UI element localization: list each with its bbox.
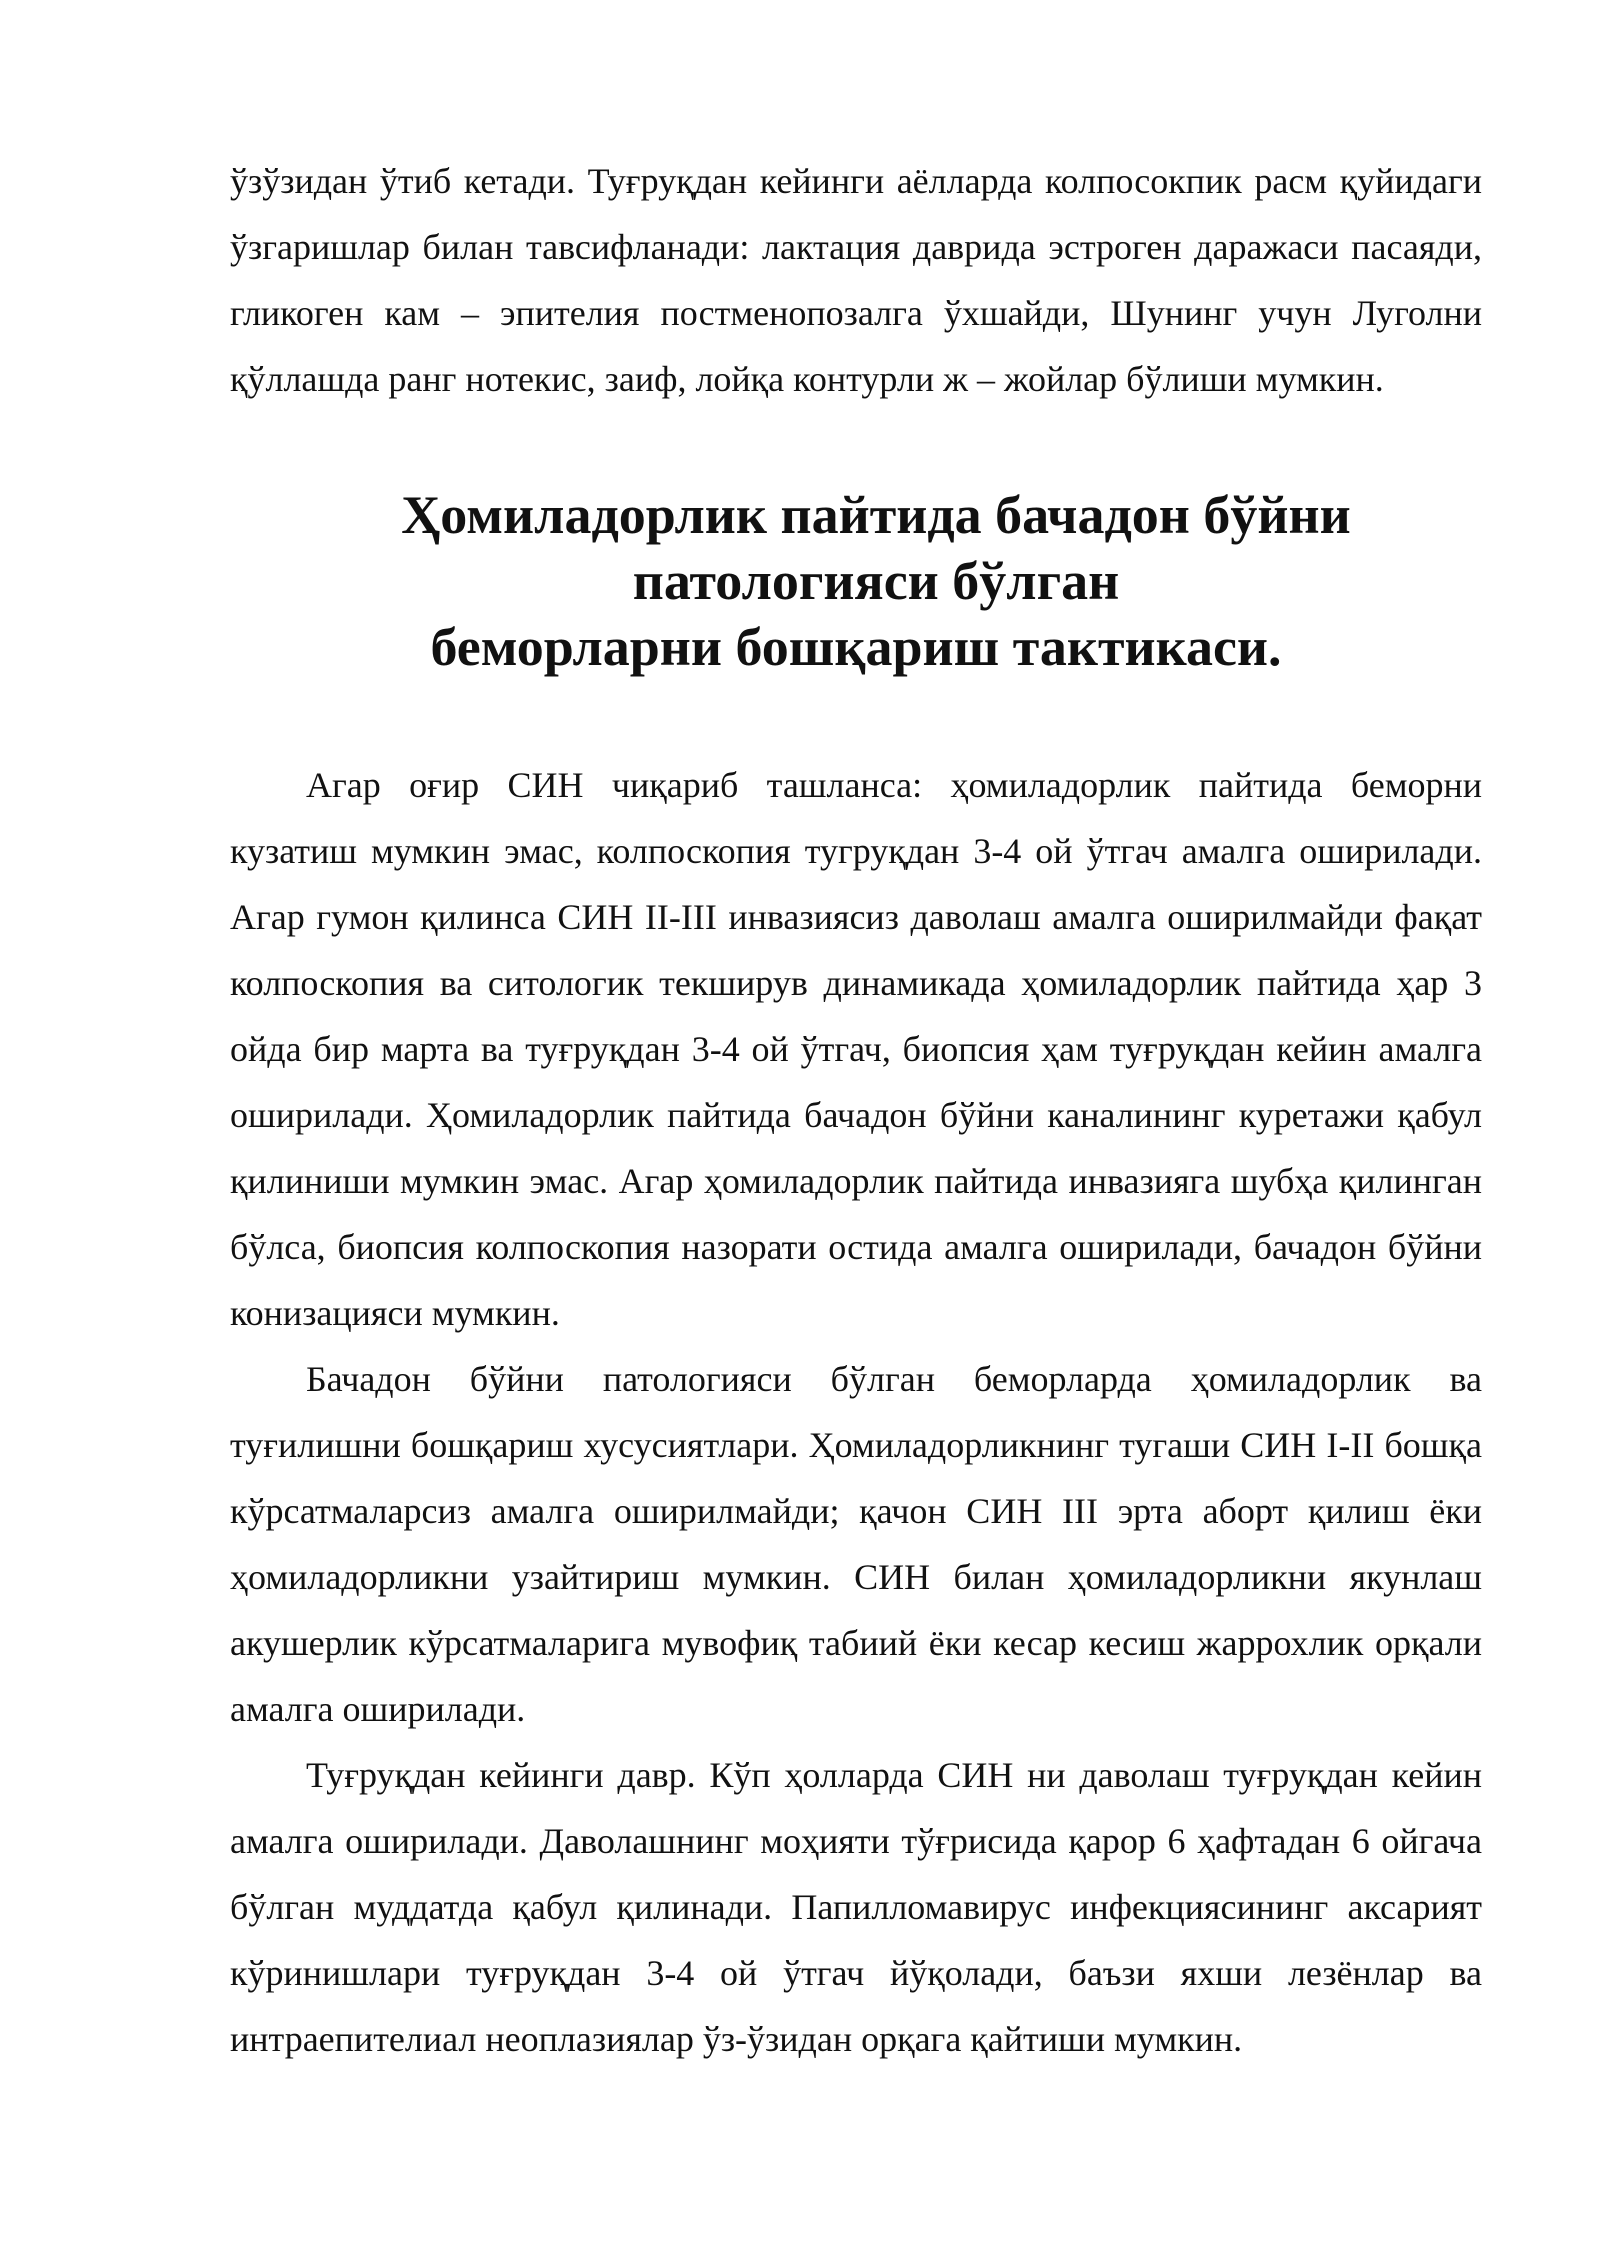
body-paragraph: Туғруқдан кейинги давр. Кўп ҳолларда СИН ни даволаш туғруқдан кейин амалга оширилади. Даволашнинг моҳияти тўғрисида қарор 6 ҳафтадан 6 ойгача бўлган муддатда қабул қилинади. Папилломавирус инфекциясининг аксарият кўринишлари туғруқдан 3-4 ой ўтгач йўқолади, баъзи яхши лезёнлар ва интраепителиал неоплазиялар ўз-ўзидан орқага қайтиши мумкин. (230, 1755, 1482, 2059)
section-title (230, 482, 1482, 680)
body-paragraph: Агар оғир СИН чиқариб ташланса: ҳомиладорлик пайтида беморни кузатиш мумкин эмас, колпоскопия тугруқдан 3-4 ой ўтгач амалга оширилади. Агар гумон қилинса СИН II-III инвазиясиз даволаш амалга оширилмайди фақат колпоскопия ва ситологик текширув динамикада ҳомиладорлик пайтида ҳар 3 ойда бир марта ва туғруқдан 3-4 ой ўтгач, биопсия ҳам туғруқдан кейин амалга оширилади. Ҳомиладорлик пайтида бачадон бўйни каналининг куретажи қабул қилиниши мумкин эмас. Агар ҳомиладорлик пайтида инвазияга шубҳа қилинган бўлса, биопсия колпоскопия назорати остида амалга оширилади, бачадон бўйни конизацияси мумкин. (230, 765, 1482, 1333)
section-title-line-1: Ҳомиладорлик пайтида бачадон бўйни патологияси бўлган (401, 485, 1351, 611)
section-title-line-2: беморларни бошқариш тактикаси. (430, 617, 1282, 677)
intro-paragraph: ўзўзидан ўтиб кетади. Туғруқдан кейинги аёлларда колпосокпик расм қуйидаги ўзгаришлар билан тавсифланади: лактация даврида эстроген даражаси пасаяди, гликоген кам – эпителия постменопозалга ўхшайди, Шунинг учун Луголни қўллашда ранг нотекис, заиф, лойқа контурли ж – жойлар бўлиши мумкин. (230, 161, 1482, 399)
document-page (230, 148, 1482, 2072)
body-paragraph: Бачадон бўйни патологияси бўлган беморларда ҳомиладорлик ва туғилишни бошқариш хусусиятлари. Ҳомиладорликнинг тугаши СИН I-II бошқа кўрсатмаларсиз амалга оширилмайди; қачон СИН III эрта аборт қилиш ёки ҳомиладорликни узайтириш мумкин. СИН билан ҳомиладорликни якунлаш акушерлик кўрсатмаларига мувофиқ табиий ёки кесар кесиш жаррохлик орқали амалга оширилади. (230, 1359, 1482, 1729)
